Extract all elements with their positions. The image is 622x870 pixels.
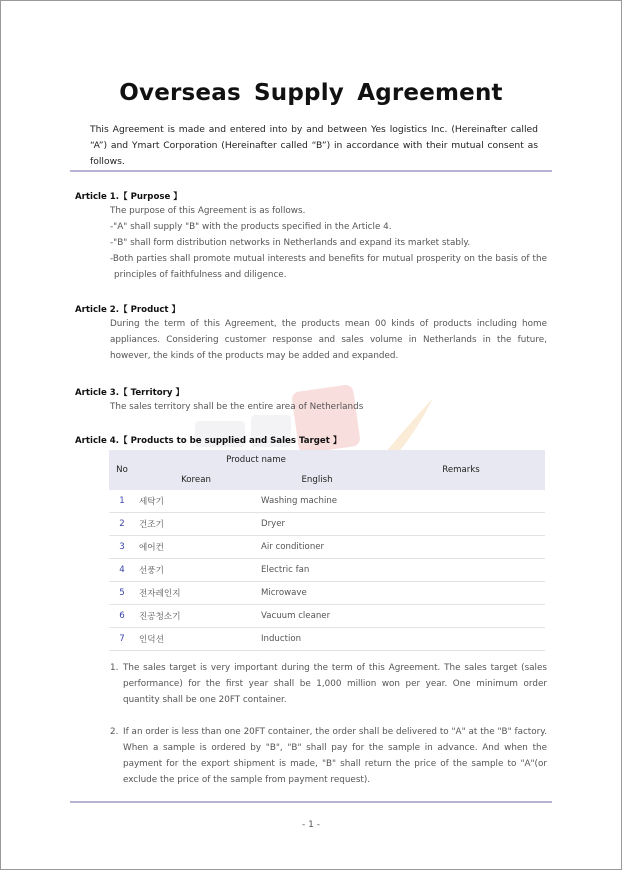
table-row [109,605,545,628]
english-name: Vacuum cleaner [257,605,377,628]
remarks-cell [377,559,545,582]
article-1-body [110,203,547,283]
korean-name: 에어컨 [135,536,257,559]
intro-paragraph: This Agreement is made and entered into by and between Yes logistics Inc. (Hereinafter called “A”) and Ymart Corporation (Hereinafter called “B”) in accordance with their mutual consent as follows. [90,124,538,167]
remarks-cell [377,490,545,513]
table-row [109,628,545,651]
remarks-cell [377,605,545,628]
col-english-header: English [257,470,377,490]
article-3-heading: Article 3.【 Territory 】 [75,388,185,398]
row-number: 2 [109,513,135,536]
article-2-body: During the term of this Agreement, the products mean 00 kinds of products including home appliances. Considering customer response and sales volume in Netherlands in the future, however, the kinds of the products may be added and expanded. [110,319,547,361]
row-number: 6 [109,605,135,628]
remarks-cell [377,628,545,651]
article-3-body: The sales territory shall be the entire area of Netherlands [110,402,364,412]
row-number: 1 [109,490,135,513]
english-name: Air conditioner [257,536,377,559]
products-table [109,450,545,651]
clause-number: 1. [110,663,119,673]
page-number: - 1 - [302,820,320,830]
english-name: Dryer [257,513,377,536]
article-1-heading: Article 1.【 Purpose 】 [75,192,182,202]
row-number: 4 [109,559,135,582]
remarks-cell [377,582,545,605]
korean-name: 진공청소기 [135,605,257,628]
table-row [109,536,545,559]
clause-item [110,660,547,708]
row-number: 7 [109,628,135,651]
article-1-line: -Both parties shall promote mutual interests and benefits for mutual prosperity on the basis of the principles of faithfulness and diligence. [110,254,547,280]
korean-name: 선풍기 [135,559,257,582]
korean-name: 건조기 [135,513,257,536]
table-row [109,490,545,513]
article-1-line: -"A" shall supply "B" with the products specified in the Article 4. [110,222,392,232]
col-no-header: No [109,450,135,490]
col-product-name-header: Product name [135,450,377,470]
korean-name: 인덕션 [135,628,257,651]
col-korean-header: Korean [135,470,257,490]
english-name: Electric fan [257,559,377,582]
clause-number: 2. [110,727,119,737]
table-row [109,513,545,536]
korean-name: 세탁기 [135,490,257,513]
clause-text: The sales target is very important during the term of this Agreement. The sales target (sales performance) for the first year shall be 1,000 million won per year. One minimum order quantity shall be one 20FT container. [123,663,547,705]
clause-item [110,724,547,788]
article-1-line: -"B" shall form distribution networks in Netherlands and expand its market stably. [110,238,471,248]
article-2-heading: Article 2.【 Product 】 [75,305,181,315]
english-name: Induction [257,628,377,651]
row-number: 5 [109,582,135,605]
top-divider [70,170,552,172]
table-row [109,559,545,582]
article-4-heading: Article 4.【 Products to be supplied and Sales Target 】 [75,436,342,446]
table-row [109,582,545,605]
row-number: 3 [109,536,135,559]
korean-name: 전자레인지 [135,582,257,605]
article-1-line: The purpose of this Agreement is as follows. [110,206,306,216]
document-title: Overseas Supply Agreement [119,80,503,106]
clause-text: If an order is less than one 20FT container, the order shall be delivered to "A" at the "B" factory. When a sample is ordered by "B", "B" shall pay for the sample in advance. And when the payment for the export shipment is made, "B" shall return the price of the sample to "A"(or exclude the price of the sample from payment request). [123,727,547,785]
remarks-cell [377,536,545,559]
english-name: Microwave [257,582,377,605]
remarks-cell [377,513,545,536]
bottom-divider [70,801,552,803]
col-remarks-header: Remarks [377,450,545,490]
sales-target-clauses [110,660,547,788]
english-name: Washing machine [257,490,377,513]
